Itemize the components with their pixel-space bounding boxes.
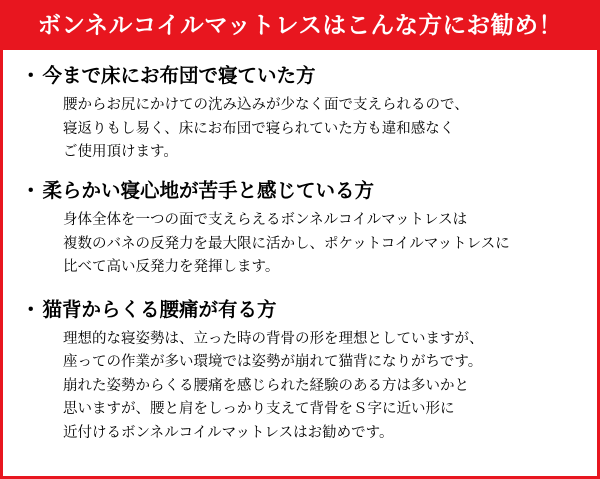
section-heading-label: 猫背からくる腰痛が有る方 bbox=[42, 298, 277, 321]
section-body bbox=[21, 94, 583, 164]
section-heading bbox=[21, 64, 583, 88]
section-item bbox=[21, 179, 583, 280]
body-line: 比べて高い反発力を発揮します。 bbox=[63, 259, 280, 276]
body-line: 座っての作業が多い環境では姿勢が崩れて猫背になりがちです。 bbox=[63, 354, 483, 371]
body-line: 理想的な寝姿勢は、立った時の背骨の形を理想としていますが、 bbox=[63, 330, 484, 347]
section-item bbox=[21, 64, 583, 165]
section-item bbox=[21, 298, 583, 446]
body-line: 腰からお尻にかけての沈み込みが少なく面で支えられるので、 bbox=[63, 97, 469, 114]
body-line: 複数のバネの反発力を最大限に活かし、ポケットコイルマットレスに bbox=[63, 235, 510, 252]
body-line: 近付けるボンネルコイルマットレスはお勧めです。 bbox=[63, 424, 394, 441]
body-line: 身体全体を一つの面で支えらえるボンネルコイルマットレスは bbox=[63, 212, 468, 229]
content-area bbox=[3, 50, 597, 445]
section-heading bbox=[21, 298, 583, 322]
body-line: 寝返りもし易く、床にお布団で寝られていた方も違和感なく bbox=[63, 120, 455, 137]
body-line: 崩れた姿勢からくる腰痛を感じられた経験のある方は多いかと bbox=[63, 377, 469, 394]
bullet-icon: ・ bbox=[21, 179, 41, 202]
body-line: 思いますが、腰と肩をしっかり支えて背骨をＳ字に近い形に bbox=[63, 401, 455, 418]
body-line: ご使用頂けます。 bbox=[63, 144, 178, 161]
section-body bbox=[21, 209, 583, 279]
bullet-icon: ・ bbox=[21, 64, 41, 87]
banner-title: ボンネルコイルマットレスはこんな方にお勧め！ bbox=[3, 3, 597, 50]
section-heading bbox=[21, 179, 583, 203]
bullet-icon: ・ bbox=[21, 298, 41, 321]
section-heading-label: 柔らかい寝心地が苦手と感じている方 bbox=[42, 179, 375, 202]
section-body bbox=[21, 328, 583, 445]
section-heading-label: 今まで床にお布団で寝ていた方 bbox=[42, 64, 316, 87]
